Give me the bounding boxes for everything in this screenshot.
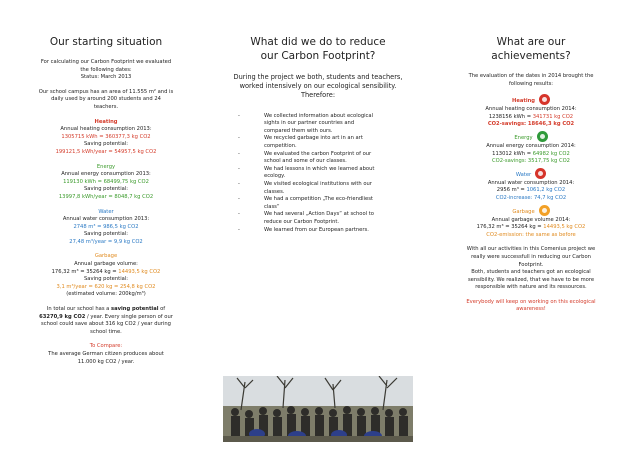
garbage-value-co2: 14493,5 kg CO2 (118, 268, 161, 275)
energy-line: Annual energy consumption 2013: (61, 171, 151, 178)
summary-line: sensibility. We realized, that we have to be more (467, 276, 595, 283)
summary-line: With all our activities in this Comenius project we (466, 246, 596, 253)
list-item: - We collected information about ecological sights in our partner countries and compared them with ours. (248, 113, 380, 136)
water-value-co2: 1061,2 kg CO2 (526, 187, 566, 194)
garbage-label-text: Garbage (512, 208, 535, 215)
heating-label: Heating (94, 118, 118, 125)
achievements-intro: The evaluation of the dates in 2014 brought the (468, 73, 594, 79)
garbage-estimate: (estimated volume: 200kg/m³) (66, 291, 146, 298)
intro-line: the following dates: (80, 66, 132, 73)
list-item: - We learned from our European partners. (248, 227, 380, 235)
water-label: Water (98, 208, 114, 215)
energy-icon (537, 131, 548, 142)
list-item: - We evaluated the carbon Footprint of our school and some of our classes. (248, 151, 380, 166)
water-label (434, 169, 628, 180)
what-we-did-title: What did we do to reduce our Carbon Footprint? (250, 36, 386, 62)
heating-value: 1305715 kWh = 360377,3 kg CO2 (61, 133, 151, 140)
compare-line: The average German citizen produces about (48, 351, 164, 357)
total-text: In total our school has a (46, 306, 112, 313)
garbage-saving: 3,1 m³/year = 620 kg = 254,8 kg CO2 (56, 283, 156, 290)
energy-label: Energy (96, 163, 116, 170)
water-saving-label: Saving potential: (83, 231, 129, 238)
total-text: / year. Every single person of our (85, 313, 173, 320)
total-line: school time. (90, 328, 122, 335)
closing-line: awareness! (516, 306, 546, 313)
energy-saving: 13997,8 kWh/year = 8048,7 kg CO2 (58, 193, 154, 200)
energy-value (434, 151, 628, 159)
garbage-value-co2: 14493,5 kg CO2 (543, 224, 586, 231)
column-starting-situation (0, 0, 212, 452)
water-label-text: Water (515, 171, 532, 178)
heating-value-co2: 341731 kg CO2 (532, 113, 574, 120)
intro-line: Status: March 2013 (80, 74, 132, 81)
heating-line: Annual heating consumption 2014: (485, 106, 577, 113)
campus-line: daily used by around 200 students and 24 (51, 96, 161, 103)
compare-line: 11.000 kg CO2 / year. (77, 358, 135, 365)
water-value (434, 187, 628, 195)
water-savings: CO2-increase: 74,7 kg CO2 (495, 194, 567, 201)
achievements-intro: following results: (508, 80, 554, 87)
garbage-saving-label: Saving potential: (83, 276, 129, 283)
garbage-line: Annual garbage volume: (74, 261, 138, 268)
list-item: - We recycled garbage into art in an art competition. (248, 135, 380, 150)
closing-line: Everybody will keep on working on this ecological (466, 298, 596, 305)
compare-label: To Compare: (89, 343, 123, 350)
garbage-savings: CO2-emission: the same as before (486, 231, 576, 238)
garbage-label (434, 206, 628, 217)
what-we-did-intro: During the project we both, students and teachers, worked intensively on our ecological sensibility. Therefore: (233, 73, 403, 100)
activities-list (222, 113, 414, 235)
garbage-icon (539, 205, 550, 216)
summary-line: Both, students and teachers got an ecological (471, 269, 591, 276)
total-line: school could save about 316 kg CO2 / year during (41, 321, 171, 328)
list-item: - We had lessons in which we learned about ecology. (248, 166, 380, 181)
heating-label-text: Heating (511, 98, 536, 105)
intro-line: For calculating our Carbon Footprint we evaluated (40, 59, 172, 65)
water-saving: 27,48 m³/year = 9,9 kg CO2 (69, 238, 143, 245)
campus-line: teachers. (93, 103, 119, 110)
energy-saving-label: Saving potential: (83, 186, 129, 193)
garbage-value (434, 224, 628, 232)
total-saving-potential: saving potential (111, 306, 159, 313)
heating-label (434, 95, 628, 106)
column-achievements (424, 0, 638, 452)
garbage-value-text: 176,32 m³ = 35264 kg = (51, 268, 119, 275)
total-text: of (158, 306, 166, 313)
total-line (8, 314, 204, 322)
garbage-line: Annual garbage volume 2014: (491, 216, 571, 223)
energy-label (434, 132, 628, 143)
summary-line: Footprint. (518, 261, 544, 268)
summary-line: responsible with nature and its ressources. (475, 284, 587, 291)
water-value: 2748 m³ = 986,5 kg CO2 (73, 223, 139, 230)
water-value-text: 2956 m³ = (496, 187, 527, 194)
heating-line: Annual heating consumption 2013: (60, 126, 152, 133)
water-line: Annual water consumption 2014: (487, 179, 575, 186)
water-icon (535, 168, 546, 179)
water-line: Annual water consumption 2013: (62, 216, 150, 223)
total-amount: 63270,9 kg CO2 (39, 313, 86, 320)
heating-value (434, 114, 628, 122)
total-line (8, 306, 204, 314)
list-item: - We had several „Action Days“ at school to reduce our Carbon Footprint. (248, 211, 380, 226)
energy-savings: CO2-savings: 3517,75 kg CO2 (491, 158, 570, 165)
summary-line: really were successfull in reducing our Carbon (471, 253, 591, 260)
energy-value-text: 113012 kWh = (492, 150, 533, 157)
heating-saving-label: Saving potential: (83, 141, 129, 148)
group-photo (223, 376, 413, 442)
achievements-title: What are our achievements? (491, 36, 571, 62)
heating-saving: 199121,5 kWh/year = 54957,5 kg CO2 (55, 148, 157, 155)
energy-label-text: Energy (514, 134, 533, 141)
garbage-value (8, 269, 204, 277)
heating-value-text: 1238156 kWh = (488, 113, 533, 120)
campus-line: Our school campus has an area of 11.555 m² and is (38, 88, 174, 95)
starting-situation-title: Our starting situation (49, 36, 163, 48)
heating-icon (539, 94, 550, 105)
heating-savings: CO2-savings: 18646,3 kg CO2 (487, 121, 575, 128)
garbage-label: Garbage (94, 253, 118, 260)
list-item: - We had a competition „The eco-friendliest class“ (248, 196, 380, 211)
energy-value-co2: 64982 kg CO2 (532, 150, 570, 157)
list-item: - We visited ecological institutions with our classes. (248, 181, 380, 196)
garbage-value-text: 176,32 m³ = 35264 kg = (476, 224, 544, 231)
energy-line: Annual energy consumption 2014: (486, 142, 576, 149)
energy-value: 119130 kWh = 68499,75 kg CO2 (63, 178, 149, 185)
